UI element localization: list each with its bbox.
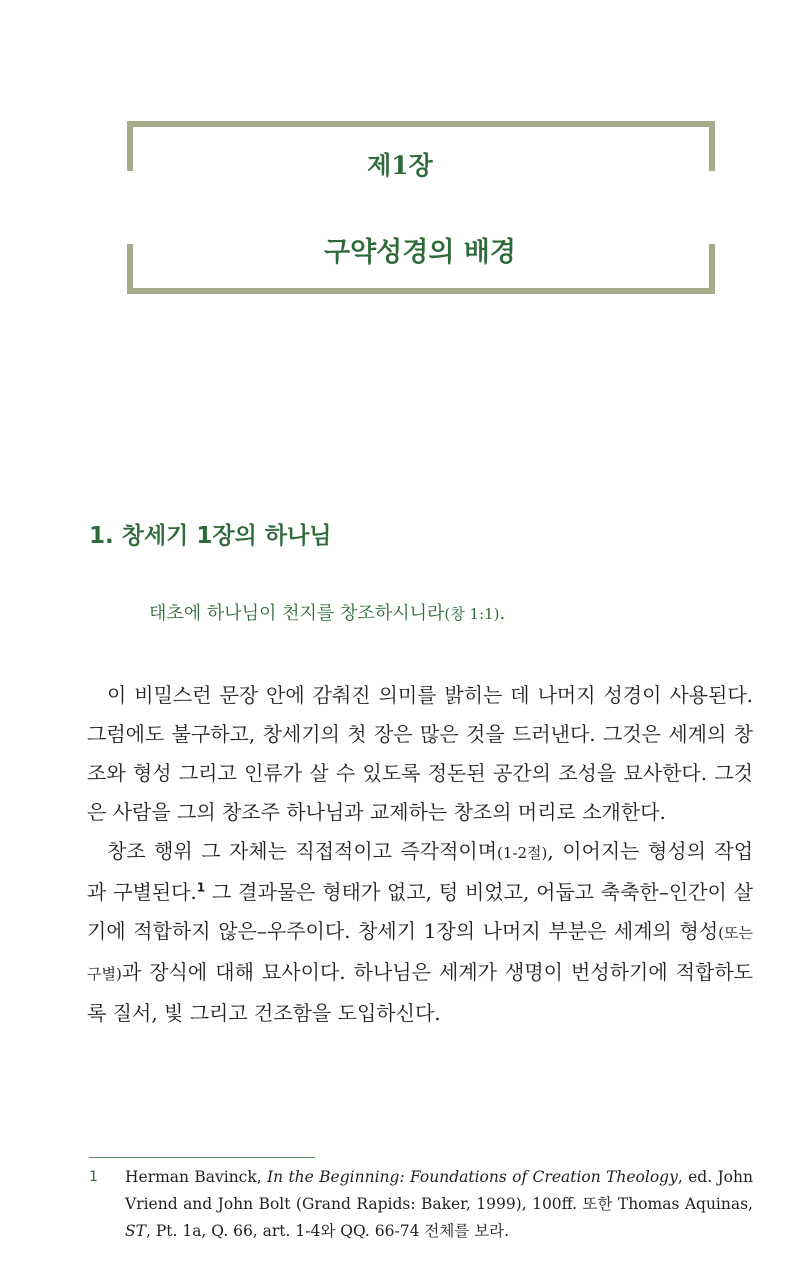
epigraph [149, 599, 505, 625]
epigraph-text: 태초에 하나님이 천지를 창조하시니라 [149, 603, 445, 624]
footnote-text [125, 1164, 753, 1245]
paragraph-1: 이 비밀스런 문장 안에 감춰진 의미를 밝히는 데 나머지 성경이 사용된다. 그럼에도 불구하고, 창세기의 첫 장은 많은 것을 드러낸다. 그것은 세계의 창조와 형성 그리고 인류가 살 수 있도록 정돈된 공간의 조성을 묘사한다. 그것은 사람을 그의 창조주 하나님과 교제하는 창조의 머리로 소개한다. [87, 683, 753, 824]
body-text [87, 676, 753, 1033]
chapter-number: 제1장 [367, 151, 433, 180]
paragraph-2-part-b: , 이어지는 형성의 작업과 구별된다. [87, 839, 754, 904]
paragraph-2-part-c: 그 결과물은 형태가 없고, 텅 비었고, 어둡고 축축한–인간이 살기에 적합하지 않은–우주이다. 창세기 1장의 나머지 부분은 세계의 형성 [87, 880, 753, 943]
chapter-title: 구약성경의 배경 [324, 237, 516, 268]
section-heading: 1. 창세기 1장의 하나님 [89, 523, 332, 549]
epigraph-reference: (창 1:1) [444, 605, 500, 623]
footnote-rest: , Pt. 1a, Q. 66, art. 1-4와 QQ. 66-74 전체를 보라. [145, 1222, 510, 1240]
paragraph-2-part-d: 과 장식에 대해 묘사이다. 하나님은 세계가 생명이 번성하기에 적합하도록 질서, 빛 그리고 건조함을 도입하신다. [87, 960, 753, 1025]
footnote-publication: , ed. John Vriend and John Bolt (Grand Rapids: Baker, 1999), 100ff. 또한 Thomas Aquinas, [125, 1168, 753, 1213]
footnote-book-title: In the Beginning: Foundations of Creation Theology [267, 1168, 678, 1186]
paragraph-2 [87, 832, 753, 1033]
footnote-st: ST [125, 1222, 146, 1240]
paragraph-2-part-a: 창조 행위 그 자체는 직접적이고 즉각적이며 [107, 839, 498, 863]
footnote [89, 1164, 753, 1245]
footnote-author: Herman Bavinck, [125, 1168, 268, 1186]
footnote-number: 1 [89, 1169, 98, 1185]
epigraph-end: . [499, 603, 506, 624]
footnote-divider [89, 1157, 315, 1158]
footnote-marker[interactable]: 1 [196, 880, 206, 895]
paragraph-2-verse-ref: (1-2절) [497, 844, 548, 862]
paragraph-2-parenthetical: (또는 구별) [87, 924, 753, 983]
